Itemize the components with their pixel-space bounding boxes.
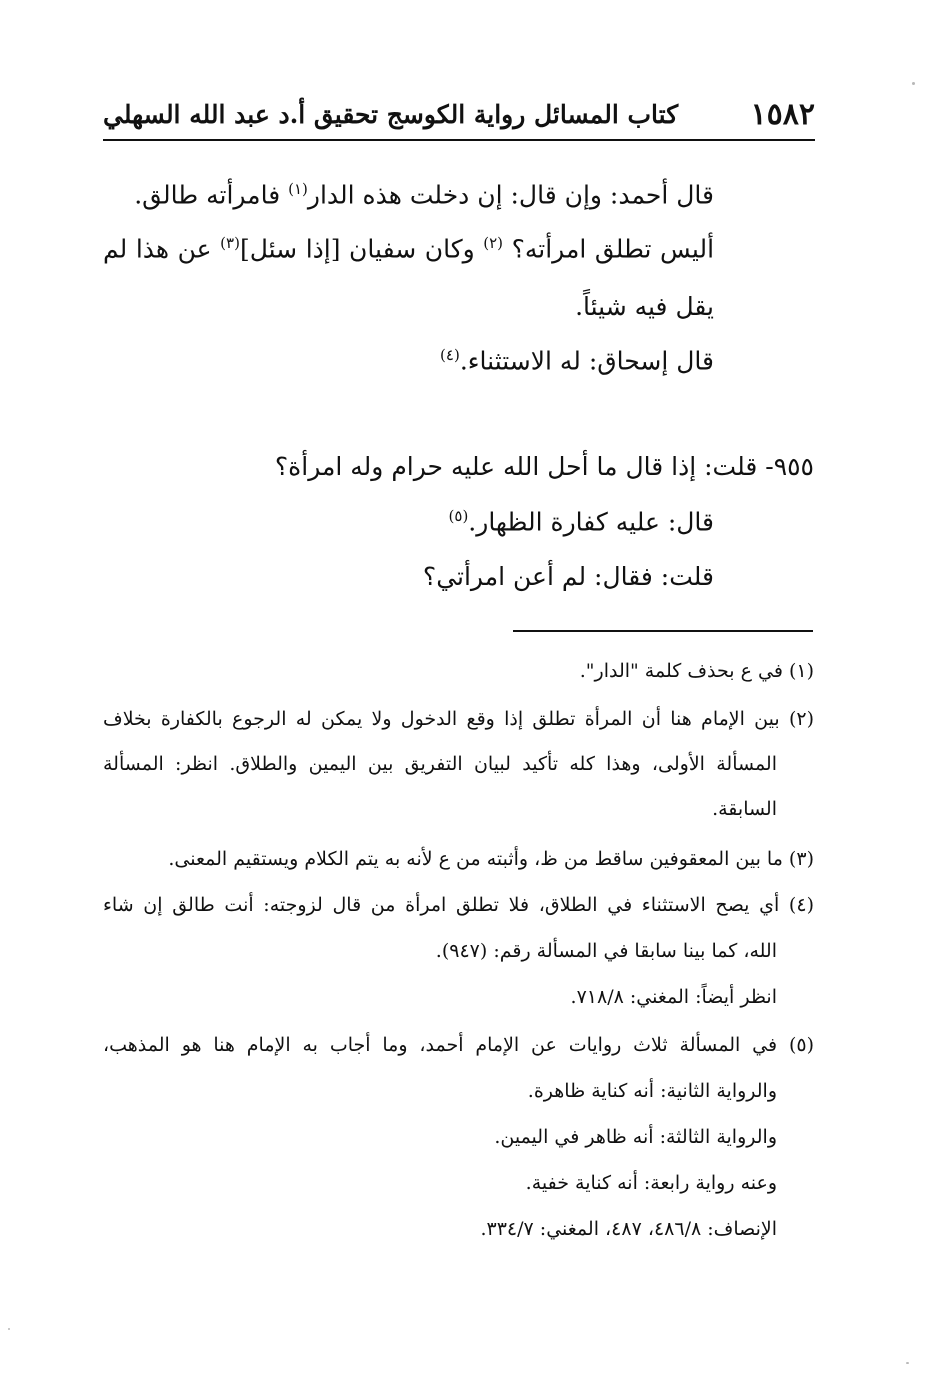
scan-speck (906, 1362, 909, 1364)
footnote-4-line-3: انظر أيضاً: المغني: ٧١٨/٨. (570, 986, 777, 1008)
footnote-5-line-4: وعنه رواية رابعة: أنه كناية خفية. (525, 1172, 777, 1194)
answer-line-2: قلت: فقال: لم أعن امرأتي؟ (422, 562, 714, 591)
text-span: فامرأته طالق. (134, 180, 289, 210)
scan-speck (8, 1328, 10, 1330)
text-line-4 (440, 346, 714, 375)
text-line-3: يقل فيه شيئاً. (575, 292, 714, 321)
footnote-5-line-3: والرواية الثالثة: أنه ظاهر في اليمين. (494, 1126, 777, 1148)
text-span: قال أحمد: وإن قال: إن دخلت هذه الدار (307, 180, 714, 210)
footnote-2-line-1: (٢) بين الإمام هنا أن المرأة تطلق إذا وقع الدخول ولا يمكن له الرجوع بالكفارة بخلاف (103, 708, 814, 730)
footnote-1: (١) في ع بحذف كلمة "الدار". (579, 660, 814, 682)
text-line-1 (134, 180, 714, 209)
footnote-ref-2: (٢) (483, 234, 504, 252)
footnote-ref-1: (١) (288, 180, 308, 198)
footnote-4-line-1: (٤) أي يصح الاستثناء في الطلاق، فلا تطلق امرأة من قال لزوجته: أنت طالق إن شاء (103, 894, 814, 916)
page-number: ١٥٨٢ (750, 96, 815, 132)
question-955: ٩٥٥- قلت: إذا قال ما أحل الله عليه حرام وله امرأة؟ (274, 452, 814, 481)
header-rule (103, 139, 815, 141)
answer-line-1 (449, 507, 714, 536)
text-span: عن هذا لم (103, 234, 221, 264)
footnote-2-line-3: السابقة. (712, 798, 777, 820)
book-title: كتاب المسائل رواية الكوسج تحقيق أ.د عبد الله السهلي (103, 99, 679, 129)
footnote-2-line-2: المسألة الأولى، وهذا كله تأكيد لبيان التفريق بين اليمين والطلاق. انظر: المسألة (103, 753, 777, 775)
footnote-rule (513, 630, 813, 632)
footnote-5-line-5: الإنصاف: ٤٨٦/٨، ٤٨٧، المغني: ٣٣٤/٧. (480, 1218, 777, 1240)
text-line-2 (103, 234, 714, 263)
footnote-4-line-2: الله، كما بينا سابقا في المسألة رقم: (٩٤٧). (435, 940, 777, 962)
scan-speck (912, 82, 915, 85)
footnote-5-line-2: والرواية الثانية: أنه كناية ظاهرة. (527, 1080, 777, 1102)
footnote-ref-5: (٥) (448, 507, 469, 525)
footnote-ref-4: (٤) (440, 346, 460, 364)
text-span: قال إسحاق: له الاستثناء. (459, 346, 714, 376)
footnote-5-line-1: (٥) في المسألة ثلاث روايات عن الإمام أحمد، وما أجاب به الإمام هنا هو المذهب، (103, 1034, 814, 1056)
footnote-3: (٣) ما بين المعقوفين ساقط من ظ، وأثبته من ع لأنه به يتم الكلام ويستقيم المعنى. (168, 848, 814, 870)
footnote-ref-3: (٣) (220, 234, 240, 252)
text-span: قال: عليه كفارة الظهار. (468, 507, 714, 537)
running-header (103, 92, 815, 136)
text-span: وكان سفيان [إذا سئل] (239, 234, 484, 264)
text-span: أليس تطلق امرأته؟ (503, 234, 715, 264)
